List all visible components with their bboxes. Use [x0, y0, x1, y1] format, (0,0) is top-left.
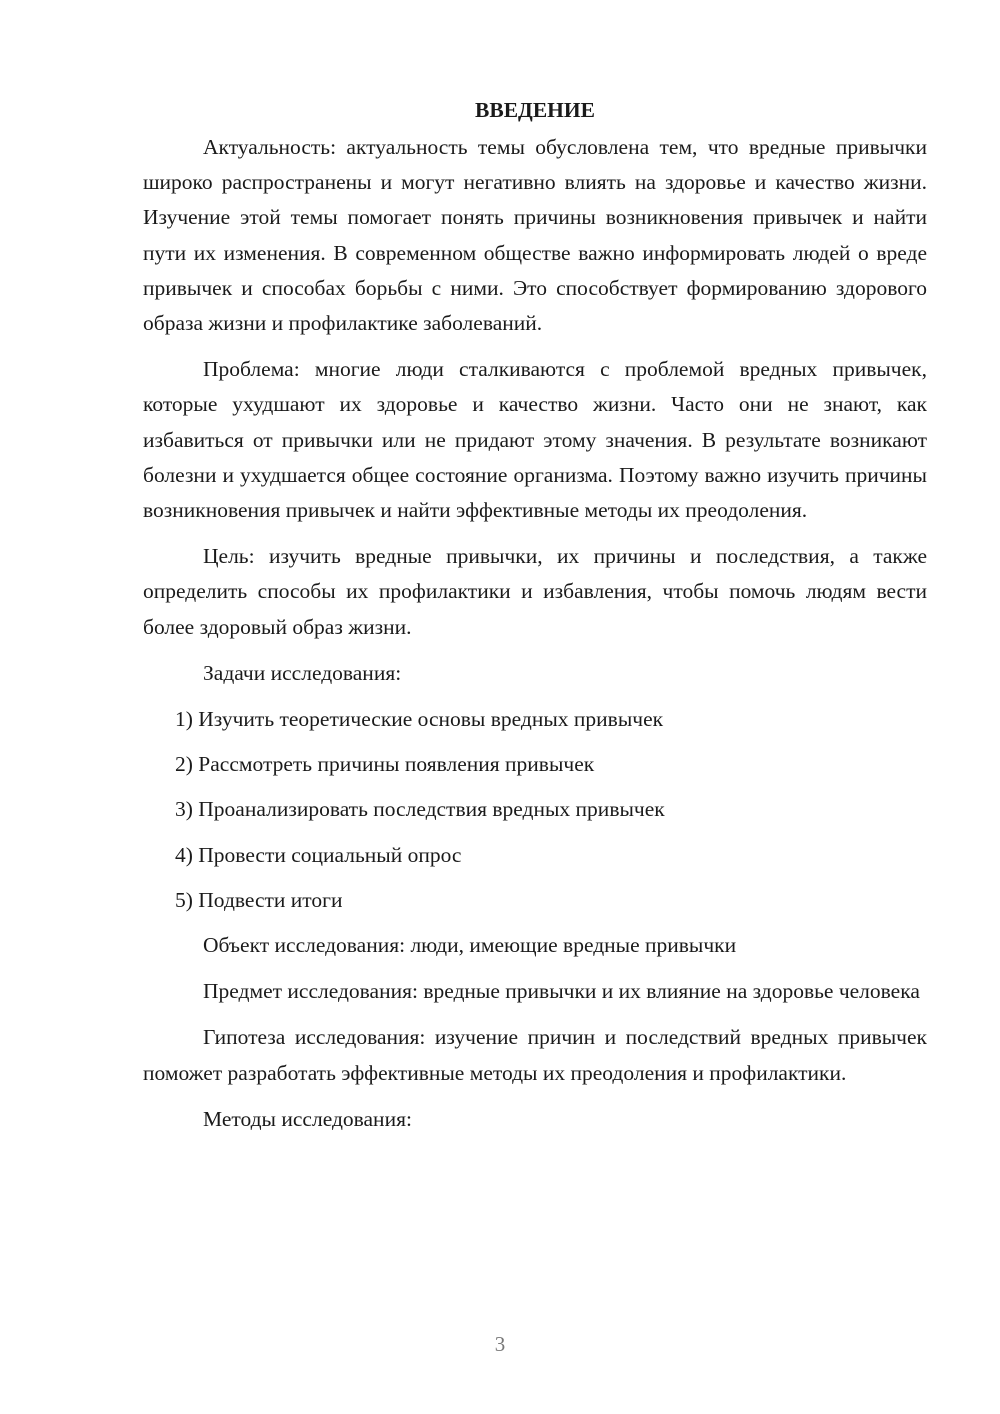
methods-heading: Методы исследования: [203, 1106, 412, 1131]
goal-paragraph: Цель: изучить вредные привычки, их причины и последствия, а также определить способы их профилактики и избавления, чтобы помочь людям вести более здоровый образ жизни. [143, 544, 927, 639]
task-item: 5) Подвести итоги [175, 887, 343, 912]
hypothesis-paragraph: Гипотеза исследования: изучение причин и последствий вредных привычек поможет разработать эффективные методы их преодоления и профилактики. [143, 1025, 927, 1085]
tasks-list [143, 702, 927, 918]
page-content [143, 93, 927, 1148]
page-number: 3 [494, 1332, 506, 1356]
object-paragraph: Объект исследования: люди, имеющие вредные привычки [203, 933, 737, 958]
relevance-paragraph: Актуальность: актуальность темы обусловлена тем, что вредные привычки широко распространены и могут негативно влиять на здоровье и качество жизни. Изучение этой темы помогает понять причины возникновения привычек и найти пути их изменения. В современном обществе важно информировать людей о вреде привычек и способах борьбы с ними. Это способствует формированию здорового образа жизни и профилактике заболеваний. [143, 135, 927, 336]
task-item: 2) Рассмотреть причины появления привычек [175, 752, 595, 777]
problem-paragraph: Проблема: многие люди сталкиваются с проблемой вредных привычек, которые ухудшают их здоровье и качество жизни. Часто они не знают, как избавиться от привычки или не придают этому значения. В результате возникают болезни и ухудшается общее состояние организма. Поэтому важно изучить причины возникновения привычек и найти эффективные методы их преодоления. [143, 357, 927, 523]
task-item: 1) Изучить теоретические основы вредных привычек [175, 707, 664, 732]
page-title: ВВЕДЕНИЕ [475, 98, 595, 122]
task-item: 3) Проанализировать последствия вредных привычек [175, 797, 665, 822]
tasks-heading: Задачи исследования: [203, 660, 402, 685]
task-item: 4) Провести социальный опрос [175, 842, 462, 867]
subject-paragraph: Предмет исследования: вредные привычки и их влияние на здоровье человека [203, 979, 920, 1004]
